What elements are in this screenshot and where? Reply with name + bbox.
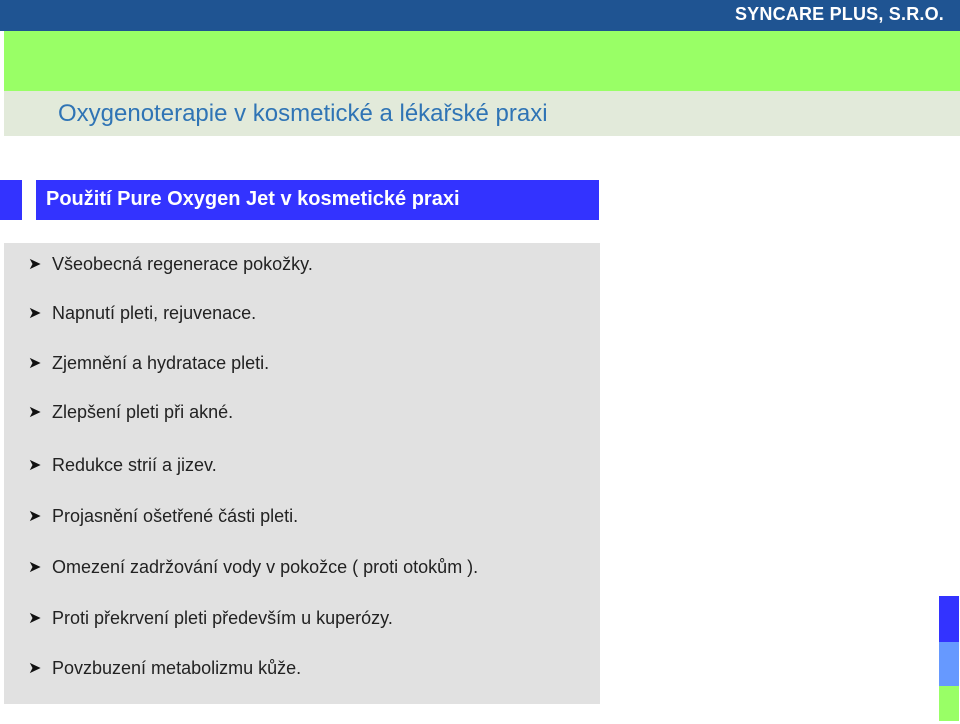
decor-block-lightblue (939, 642, 959, 686)
arrowhead-bullet-icon: ➤ (28, 660, 42, 677)
company-name: SYNCARE PLUS, S.R.O. (734, 4, 944, 24)
arrowhead-bullet-icon: ➤ (28, 559, 42, 576)
decor-block-green (939, 686, 959, 721)
list-item-text: Napnutí pleti, rejuvenace. (52, 302, 257, 323)
green-band (4, 31, 960, 91)
list-item-text: Povzbuzení metabolizmu kůže. (52, 657, 302, 678)
list-item-text: Zjemnění a hydratace pleti. (52, 352, 270, 373)
list-item (28, 554, 478, 580)
list-item (28, 300, 256, 326)
content-box (4, 243, 600, 704)
list-item-text: Proti překrvení pleti především u kuperózy. (52, 607, 393, 628)
page-title: Oxygenoterapie v kosmetické a lékařské praxi (58, 100, 548, 127)
arrowhead-bullet-icon: ➤ (28, 355, 42, 372)
header-bar (0, 0, 960, 31)
list-item (28, 503, 298, 529)
arrowhead-bullet-icon: ➤ (28, 457, 42, 474)
list-item (28, 350, 269, 376)
arrowhead-bullet-icon: ➤ (28, 404, 42, 421)
list-item-text: Projasnění ošetřené části pleti. (52, 505, 299, 526)
list-item (28, 605, 393, 631)
list-item (28, 452, 217, 478)
decor-block-blue (939, 596, 959, 642)
arrowhead-bullet-icon: ➤ (28, 610, 42, 627)
arrowhead-bullet-icon: ➤ (28, 305, 42, 322)
arrowhead-bullet-icon: ➤ (28, 256, 42, 273)
list-item (28, 251, 313, 277)
list-item-text: Všeobecná regenerace pokožky. (52, 253, 313, 274)
section-subtitle: Použití Pure Oxygen Jet v kosmetické praxi (46, 188, 460, 210)
list-item-text: Omezení zadržování vody v pokožce ( proti otokům ). (52, 556, 479, 577)
list-item (28, 655, 301, 681)
list-item-text: Redukce strií a jizev. (52, 454, 217, 475)
list-item (28, 399, 233, 425)
subtitle-bar (36, 180, 599, 220)
left-accent-block (0, 180, 22, 220)
list-item-text: Zlepšení pleti při akné. (52, 401, 234, 422)
arrowhead-bullet-icon: ➤ (28, 508, 42, 525)
